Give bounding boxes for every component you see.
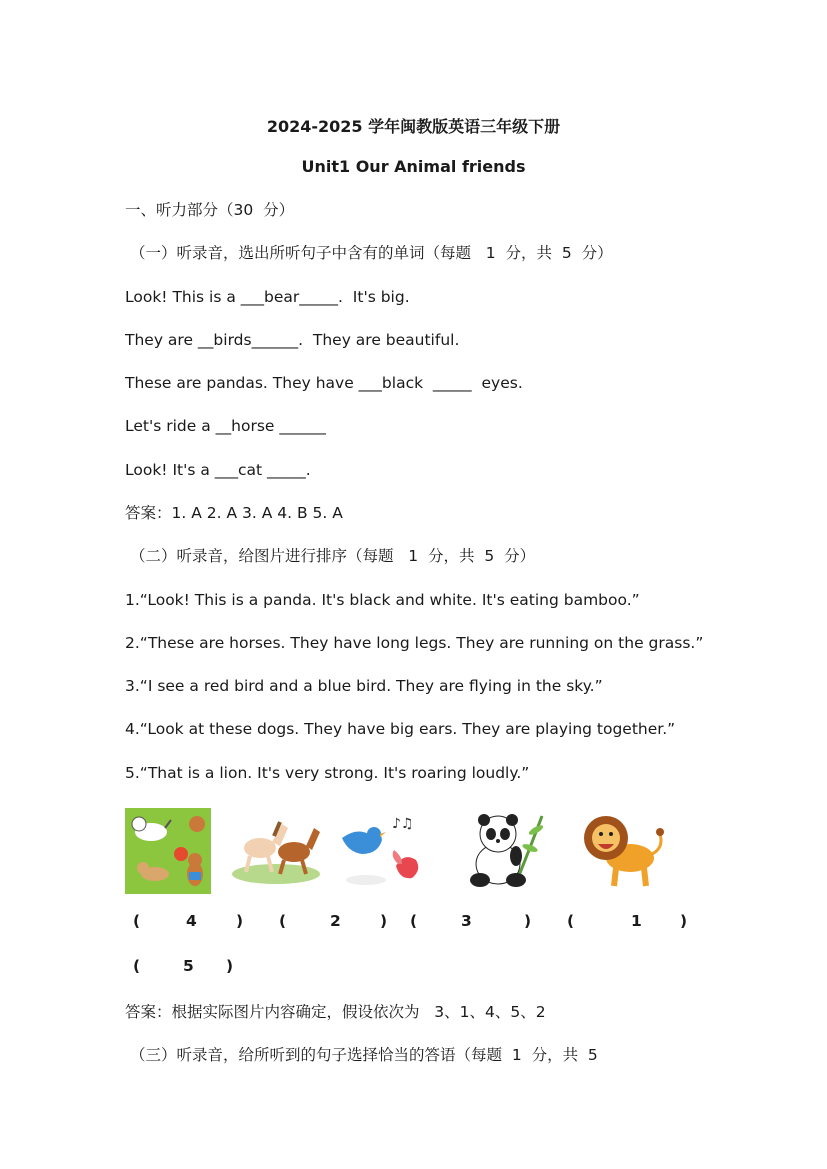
order-number: 2 — [330, 912, 341, 930]
panda-picture — [458, 808, 550, 890]
part2-answer: 答案：根据实际图片内容确定，假设依次为 3、1、4、5、2 — [125, 1003, 546, 1021]
part1-line: Look! This is a ___bear_____. It's big. — [125, 288, 410, 306]
part1-line: Look! It's a ___cat _____. — [125, 461, 311, 479]
part1-answer: 答案：1. A 2. A 3. A 4. B 5. A — [125, 504, 343, 522]
part3-heading: （三）听录音，给所听到的句子选择恰当的答语（每题 1 分，共 5 — [130, 1046, 598, 1064]
order-number: 1 — [631, 912, 642, 930]
paren-close: ) — [380, 912, 388, 930]
part1-line: They are __birds______. They are beautiful. — [125, 331, 460, 349]
paren-open: ( — [133, 957, 141, 975]
order-number: 4 — [186, 912, 197, 930]
part1-line: Let's ride a __horse ______ — [125, 417, 326, 435]
part2-heading: （二）听录音，给图片进行排序（每题 1 分，共 5 分） — [130, 547, 536, 565]
part1-line: These are pandas. They have ___black _____ eyes. — [125, 374, 523, 392]
section-heading-listening: 一、听力部分（30 分） — [125, 201, 295, 219]
paren-close: ) — [236, 912, 244, 930]
part2-sentence: 1.“Look! This is a panda. It's black and white. It's eating bamboo.” — [125, 591, 640, 609]
unit-title: Unit1 Our Animal friends — [301, 157, 526, 176]
paren-open: ( — [133, 912, 141, 930]
part2-sentence: 3.“I see a red bird and a blue bird. They are flying in the sky.” — [125, 677, 603, 695]
part2-sentence: 4.“Look at these dogs. They have big ears. They are playing together.” — [125, 720, 676, 738]
order-number: 3 — [461, 912, 472, 930]
document-title: 2024-2025 学年闽教版英语三年级下册 — [266, 117, 561, 136]
paren-open: ( — [410, 912, 418, 930]
horses-picture — [230, 808, 322, 888]
paren-open: ( — [567, 912, 575, 930]
birds-picture — [338, 808, 424, 890]
order-number: 5 — [183, 957, 194, 975]
lion-picture — [582, 808, 666, 890]
svg-text:♪♫: ♪♫ — [392, 816, 414, 832]
part2-sentence: 5.“That is a lion. It's very strong. It's roaring loudly.” — [125, 764, 530, 782]
paren-open: ( — [279, 912, 287, 930]
dogs-picture — [125, 808, 211, 894]
paren-close: ) — [524, 912, 532, 930]
part2-sentence: 2.“These are horses. They have long legs. They are running on the grass.” — [125, 634, 704, 652]
part1-heading: （一）听录音，选出所听句子中含有的单词（每题 1 分，共 5 分） — [130, 244, 613, 262]
paren-close: ) — [680, 912, 688, 930]
paren-close: ) — [226, 957, 234, 975]
